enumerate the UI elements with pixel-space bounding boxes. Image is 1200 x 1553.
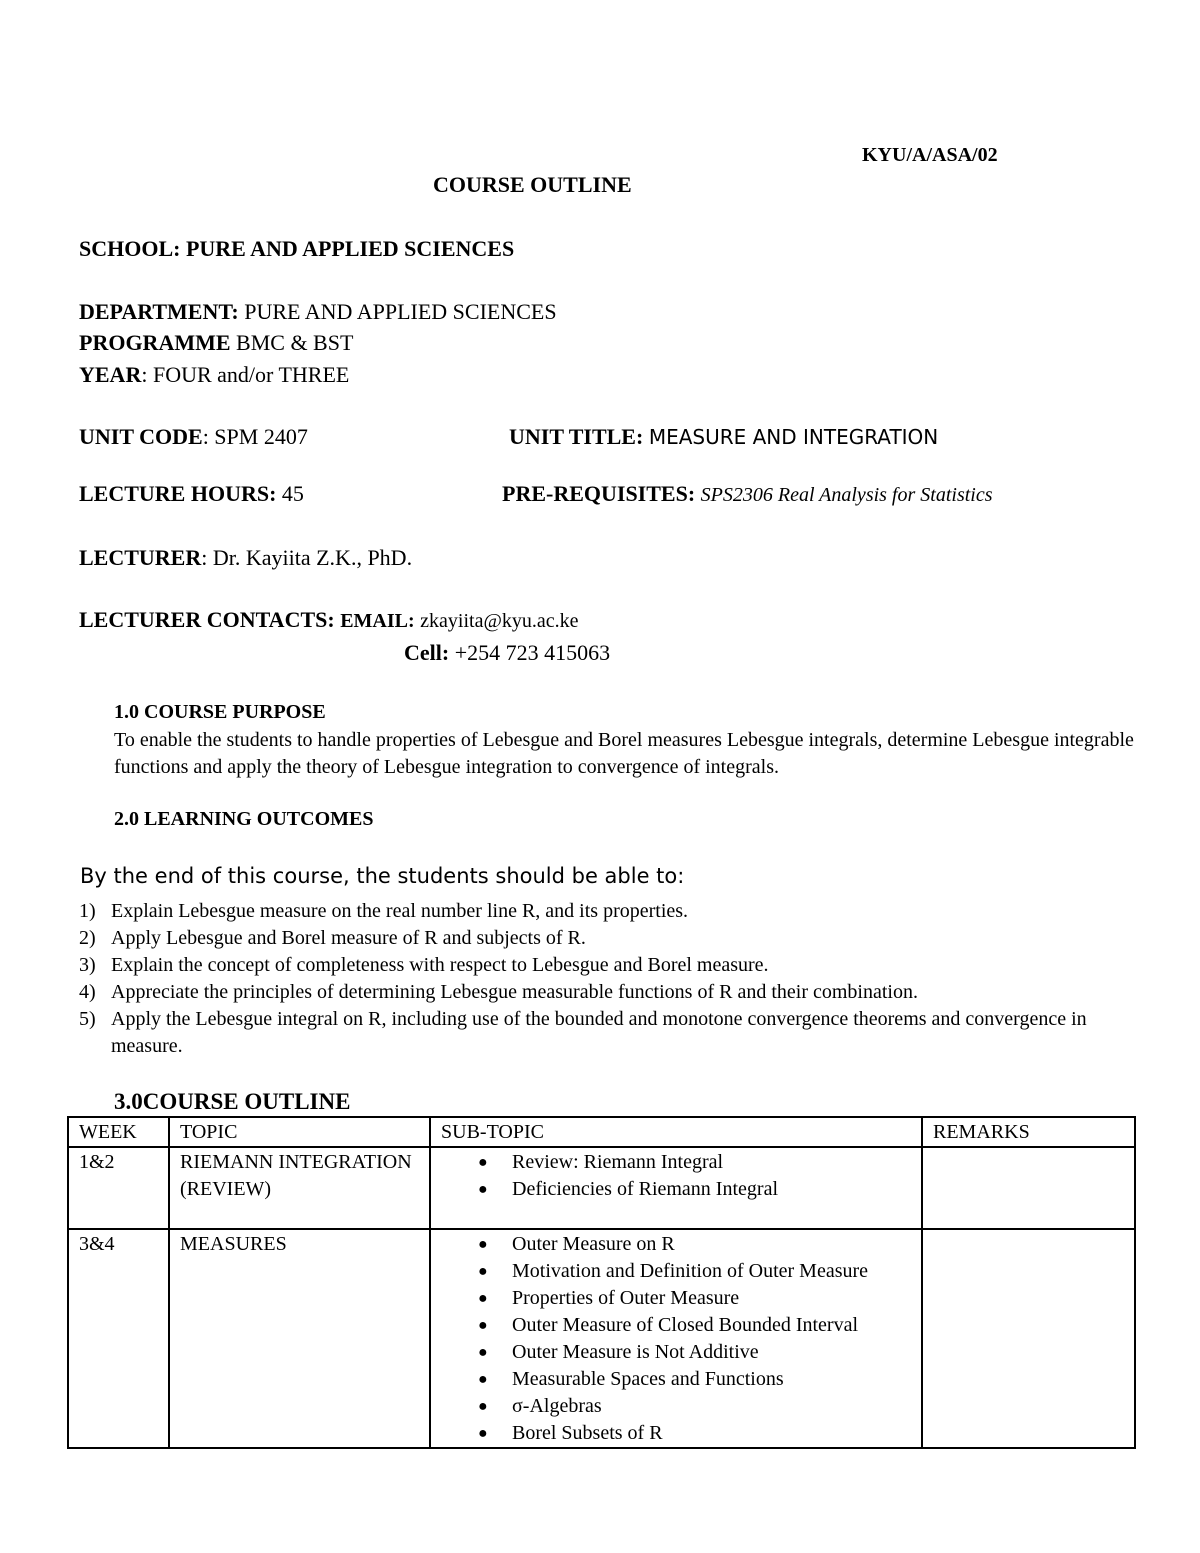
outcome-text: Explain the concept of completeness with respect to Lebesgue and Borel measure. xyxy=(111,954,769,976)
year-field xyxy=(79,362,349,388)
list-item xyxy=(441,1420,911,1447)
programme-label: PROGRAMME xyxy=(79,330,231,355)
department-field xyxy=(79,299,557,325)
bullet-icon: ● xyxy=(478,1181,488,1198)
list-item xyxy=(441,1149,911,1176)
email-value: zkayiita@kyu.ac.ke xyxy=(420,610,579,632)
outcome-number: 2) xyxy=(79,927,96,949)
cell-value: +254 723 415063 xyxy=(454,640,611,665)
lecturer-contacts-field xyxy=(79,607,579,633)
document-title: COURSE OUTLINE xyxy=(433,172,632,197)
sub-topic-cell xyxy=(430,1229,922,1448)
sub-topic-text: Outer Measure on R xyxy=(512,1233,675,1255)
lecturer-label: LECTURER xyxy=(79,545,202,570)
table-row xyxy=(68,1147,1135,1229)
bullet-icon: ● xyxy=(478,1317,488,1334)
lecture-hours-field xyxy=(79,481,304,507)
outcome-number: 1) xyxy=(79,900,96,922)
list-item xyxy=(441,1393,911,1420)
column-header-remarks: REMARKS xyxy=(922,1117,1135,1147)
lecture-hours-value: 45 xyxy=(281,481,304,506)
cell-field xyxy=(404,640,610,666)
sub-topic-text: Motivation and Definition of Outer Measure xyxy=(512,1260,869,1282)
sub-topic-text: Properties of Outer Measure xyxy=(512,1287,740,1309)
learning-outcome-item xyxy=(79,979,1139,1006)
table-row xyxy=(68,1229,1135,1448)
bullet-icon: ● xyxy=(478,1290,488,1307)
column-header-week: WEEK xyxy=(68,1117,169,1147)
list-item xyxy=(441,1312,911,1339)
lecture-hours-label: LECTURE HOURS: xyxy=(79,481,277,506)
column-header-topic: TOPIC xyxy=(169,1117,430,1147)
course-outline-table xyxy=(67,1116,1136,1449)
sub-topic-text: Outer Measure is Not Additive xyxy=(512,1341,759,1363)
outcome-number: 4) xyxy=(79,981,96,1003)
prerequisites-value: SPS2306 Real Analysis for Statistics xyxy=(700,484,993,506)
cell-label: Cell: xyxy=(404,640,450,665)
sub-topic-list xyxy=(441,1231,911,1447)
lecturer-value: : Dr. Kayiita Z.K., PhD. xyxy=(201,545,413,570)
bullet-icon: ● xyxy=(478,1398,488,1415)
year-value: : FOUR and/or THREE xyxy=(141,362,350,387)
learning-outcomes-list xyxy=(79,898,1139,1060)
prerequisites-label: PRE-REQUISITES: xyxy=(502,481,696,506)
outcome-text: Apply the Lebesgue integral on R, including use of the bounded and monotone convergence theorems and convergence in measure. xyxy=(111,1008,1087,1057)
learning-outcome-item xyxy=(79,1006,1139,1060)
programme-field xyxy=(79,330,353,356)
remarks-cell xyxy=(922,1229,1135,1448)
unit-title-value: MEASURE AND INTEGRATION xyxy=(648,425,939,449)
column-header-sub-topic: SUB-TOPIC xyxy=(430,1117,922,1147)
outcome-number: 3) xyxy=(79,954,96,976)
sub-topic-text: Deficiencies of Riemann Integral xyxy=(512,1178,778,1200)
department-label: DEPARTMENT: xyxy=(79,299,239,324)
unit-code-label: UNIT CODE xyxy=(79,424,203,449)
programme-value: BMC & BST xyxy=(236,330,354,355)
outcome-text: Explain Lebesgue measure on the real number line R, and its properties. xyxy=(111,900,689,922)
learning-outcome-item xyxy=(79,952,1139,979)
bullet-icon: ● xyxy=(478,1154,488,1171)
school-field xyxy=(79,236,514,262)
week-cell: 1&2 xyxy=(68,1147,169,1229)
learning-outcome-item xyxy=(79,898,1139,925)
bullet-icon: ● xyxy=(478,1236,488,1253)
topic-cell: RIEMANN INTEGRATION (REVIEW) xyxy=(169,1147,430,1229)
department-value: PURE AND APPLIED SCIENCES xyxy=(244,299,557,324)
course-outline-heading: 3.0COURSE OUTLINE xyxy=(114,1089,351,1114)
sub-topic-list xyxy=(441,1149,911,1203)
sub-topic-text: Measurable Spaces and Functions xyxy=(512,1368,784,1390)
lecturer-contacts-label: LECTURER CONTACTS: xyxy=(79,607,335,632)
list-item xyxy=(441,1366,911,1393)
unit-code-value: : SPM 2407 xyxy=(202,424,308,449)
learning-outcomes-intro: By the end of this course, the students should be able to: xyxy=(80,864,685,888)
list-item xyxy=(441,1339,911,1366)
list-item xyxy=(441,1285,911,1312)
document-code: KYU/A/ASA/02 xyxy=(862,144,998,166)
learning-outcomes-heading: 2.0 LEARNING OUTCOMES xyxy=(114,808,374,830)
outcome-text: Apply Lebesgue and Borel measure of R and subjects of R. xyxy=(111,927,586,949)
table-header-row xyxy=(68,1117,1135,1147)
school-value: PURE AND APPLIED SCIENCES xyxy=(185,236,515,261)
year-label: YEAR xyxy=(79,362,142,387)
list-item xyxy=(441,1231,911,1258)
outcome-text: Appreciate the principles of determining Lebesgue measurable functions of R and their combination. xyxy=(111,981,918,1003)
topic-cell: MEASURES xyxy=(169,1229,430,1448)
sub-topic-cell xyxy=(430,1147,922,1229)
bullet-icon: ● xyxy=(478,1263,488,1280)
unit-code-field xyxy=(79,424,308,450)
bullet-icon: ● xyxy=(478,1425,488,1442)
school-label: SCHOOL: xyxy=(79,236,181,261)
course-purpose-text: To enable the students to handle properties of Lebesgue and Borel measures Lebesgue integrals, determine Lebesgue integrable functions and apply the theory of Lebesgue integration to convergence of integrals. xyxy=(114,729,1134,778)
email-label: EMAIL: xyxy=(340,610,415,632)
sub-topic-text: Review: Riemann Integral xyxy=(512,1151,724,1173)
prerequisites-field xyxy=(502,481,993,507)
course-purpose-heading: 1.0 COURSE PURPOSE xyxy=(114,701,326,723)
remarks-cell xyxy=(922,1147,1135,1229)
unit-title-field xyxy=(509,424,938,450)
week-cell: 3&4 xyxy=(68,1229,169,1448)
lecturer-field xyxy=(79,545,412,571)
outcome-number: 5) xyxy=(79,1008,96,1030)
sub-topic-text: Outer Measure of Closed Bounded Interval xyxy=(512,1314,859,1336)
sub-topic-text: σ-Algebras xyxy=(512,1395,602,1417)
bullet-icon: ● xyxy=(478,1371,488,1388)
unit-title-label: UNIT TITLE: xyxy=(509,424,644,449)
list-item xyxy=(441,1258,911,1285)
bullet-icon: ● xyxy=(478,1344,488,1361)
learning-outcome-item xyxy=(79,925,1139,952)
sub-topic-text: Borel Subsets of R xyxy=(512,1422,663,1444)
list-item xyxy=(441,1176,911,1203)
